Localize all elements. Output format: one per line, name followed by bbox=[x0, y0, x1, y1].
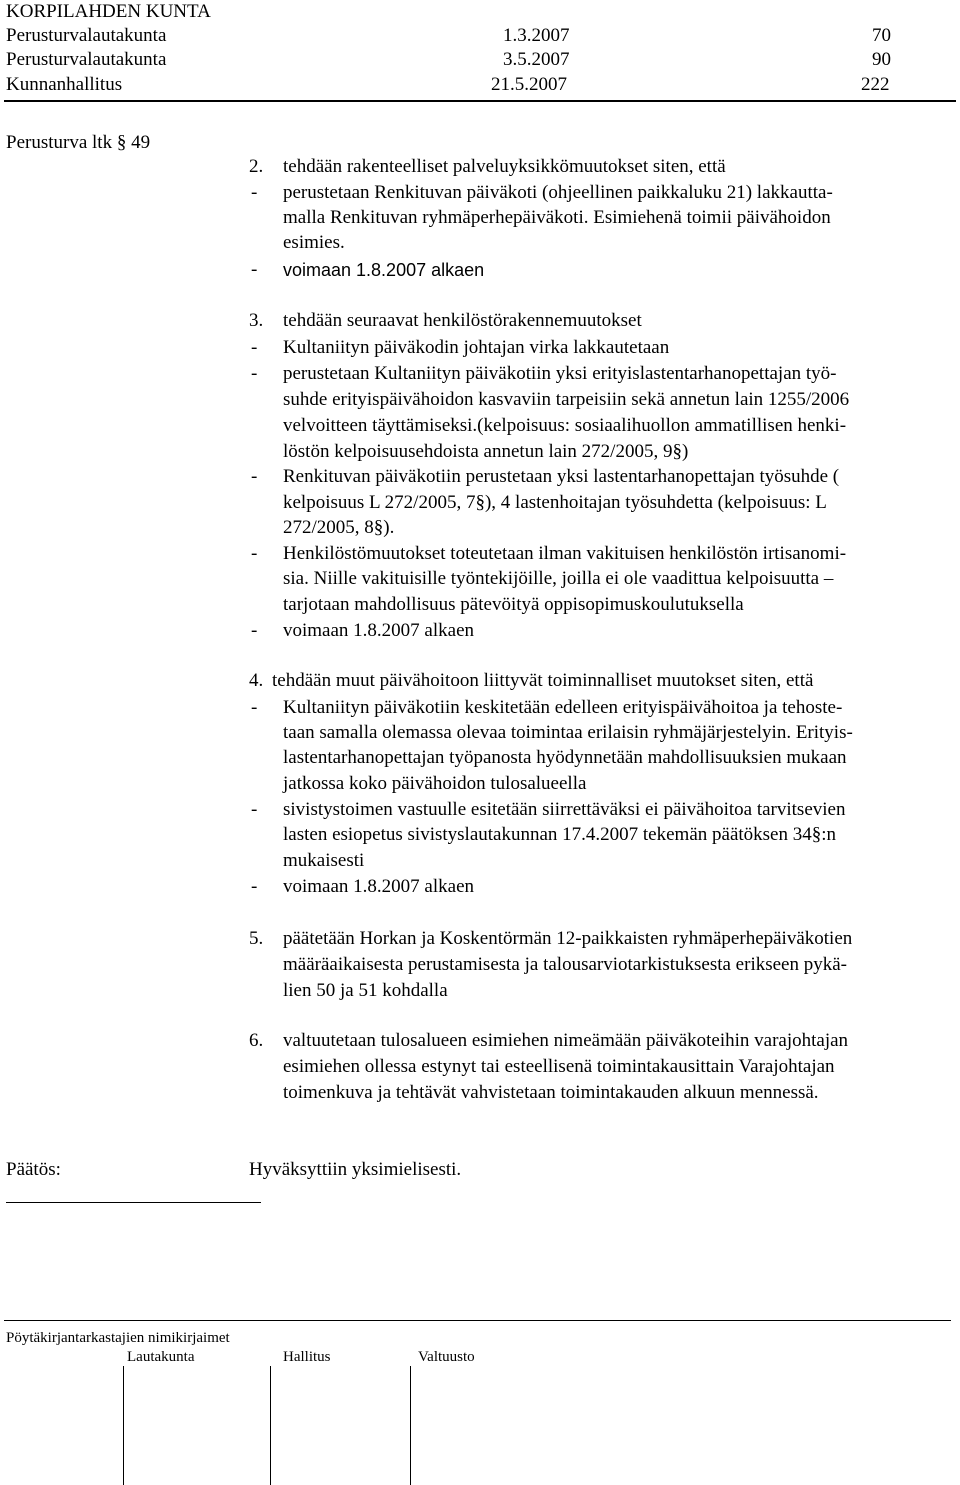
header-row-2-num: 90 bbox=[872, 49, 891, 70]
item-3-line-2: Kultaniityn päiväkodin johtajan virka lakkautetaan bbox=[283, 337, 670, 358]
item-2-line-2: perustetaan Renkituvan päiväkoti (ohjeellinen paikkaluku 21) lakkautta- bbox=[283, 182, 833, 203]
item-4-line-3: taan samalla olemassa olevaa toimintaa erilaisin ryhmäjärjestelyin. Erityis- bbox=[283, 722, 853, 743]
header-row-3-body: Kunnanhallitus bbox=[6, 74, 123, 95]
item-3-line-1: tehdään seuraavat henkilöstörakennemuutokset bbox=[283, 310, 642, 331]
decision-label: Päätös: bbox=[6, 1159, 61, 1180]
item-6-line-3: toimenkuva ja tehtävät vahvistetaan toimintakauden alkuun mennessä. bbox=[283, 1082, 819, 1103]
item-3-line-3: perustetaan Kultaniityn päiväkotiin yksi erityislastentarhanopettajan työ- bbox=[283, 363, 837, 384]
org-name: KORPILAHDEN KUNTA bbox=[6, 1, 211, 22]
footer-col-hallitus: Hallitus bbox=[283, 1349, 331, 1365]
item-4-line-9: voimaan 1.8.2007 alkaen bbox=[283, 876, 475, 897]
footer-title: Pöytäkirjantarkastajien nimikirjaimet bbox=[6, 1330, 230, 1346]
item-5-line-2: määräaikaisesta perustamisesta ja talousarviotarkistuksesta erikseen pykä- bbox=[283, 954, 847, 975]
item-4-number: 4. bbox=[249, 670, 264, 691]
item-4-line-1: tehdään muut päivähoitoon liittyvät toiminnalliset muutokset siten, että bbox=[272, 670, 814, 691]
item-3-line-13: voimaan 1.8.2007 alkaen bbox=[283, 620, 475, 641]
bullet-dash: - bbox=[251, 363, 258, 384]
bullet-dash: - bbox=[251, 799, 258, 820]
item-2-line-4: esimies. bbox=[283, 232, 345, 253]
item-6-line-1: valtuutetaan tulosalueen esimiehen nimeämään päiväkoteihin varajohtajan bbox=[283, 1030, 849, 1051]
item-4-line-6: sivistystoimen vastuulle esitetään siirrettäväksi ei päivähoitoa tarvitsevien bbox=[283, 799, 846, 820]
item-4-line-8: mukaisesti bbox=[283, 850, 365, 871]
footer-col-lautakunta: Lautakunta bbox=[127, 1349, 195, 1365]
signature-box-divider bbox=[123, 1366, 124, 1485]
bullet-dash: - bbox=[251, 876, 258, 897]
item-3-line-5: velvoitteen täyttämiseksi.(kelpoisuus: sosiaalihuollon ammatillisen henki- bbox=[283, 415, 847, 436]
item-3-line-7: Renkituvan päiväkotiin perustetaan yksi lastentarhanopettajan työsuhde ( bbox=[283, 466, 840, 487]
header-divider bbox=[4, 100, 956, 102]
header-row-3-num: 222 bbox=[861, 74, 890, 95]
item-5-line-1: päätetään Horkan ja Koskentörmän 12-paikkaisten ryhmäperhepäiväkotien bbox=[283, 928, 853, 949]
item-2-line-3: malla Renkituvan ryhmäperhepäiväkoti. Esimiehenä toimii päivähoidon bbox=[283, 207, 831, 228]
item-2-line-1: tehdään rakenteelliset palveluyksikkömuutokset siten, että bbox=[283, 156, 726, 177]
bullet-dash: - bbox=[251, 697, 258, 718]
item-3-line-12: tarjotaan mahdollisuus pätevöityä oppisopimuskoulutuksella bbox=[283, 594, 744, 615]
header-row-2-body: Perusturvalautakunta bbox=[6, 49, 167, 70]
header-row-1-date: 1.3.2007 bbox=[503, 25, 570, 46]
section-reference: Perusturva ltk § 49 bbox=[6, 132, 151, 153]
decision-text: Hyväksyttiin yksimielisesti. bbox=[249, 1159, 462, 1180]
bullet-dash: - bbox=[251, 543, 258, 564]
item-3-line-8: kelpoisuus L 272/2005, 7§), 4 lastenhoitajan työsuhdetta (kelpoisuus: L bbox=[283, 492, 827, 513]
item-6-number: 6. bbox=[249, 1030, 264, 1051]
item-4-line-7: lasten esiopetus sivistyslautakunnan 17.4.2007 tekemän päätöksen 34§:n bbox=[283, 824, 837, 845]
header-row-3-date: 21.5.2007 bbox=[491, 74, 567, 95]
item-4-line-2: Kultaniityn päiväkotiin keskitetään edelleen erityispäivähoitoa ja tehoste- bbox=[283, 697, 843, 718]
footer-col-valtuusto: Valtuusto bbox=[418, 1349, 475, 1365]
signature-box-divider bbox=[410, 1366, 411, 1485]
item-2-line-5: voimaan 1.8.2007 alkaen bbox=[283, 260, 485, 280]
item-3-number: 3. bbox=[249, 310, 264, 331]
footer-divider bbox=[4, 1320, 951, 1321]
item-4-line-4: lastentarhanopettajan työpanosta hyödynnetään mahdollisuuksien mukaan bbox=[283, 747, 847, 768]
item-6-line-2: esimiehen ollessa estynyt tai esteellisenä toimintakausittain Varajohtajan bbox=[283, 1056, 835, 1077]
item-5-number: 5. bbox=[249, 928, 264, 949]
bullet-dash: - bbox=[251, 259, 258, 280]
header-row-2-date: 3.5.2007 bbox=[503, 49, 570, 70]
bullet-dash: - bbox=[251, 182, 258, 203]
item-3-line-6: löstön kelpoisuusehdoista annetun lain 272/2005, 9§) bbox=[283, 441, 689, 462]
bullet-dash: - bbox=[251, 620, 258, 641]
item-3-line-4: suhde erityispäivähoidon kasvaviin tarpeisiin sekä annetun lain 1255/2006 bbox=[283, 389, 850, 410]
bullet-dash: - bbox=[251, 337, 258, 358]
item-2-number: 2. bbox=[249, 156, 264, 177]
header-row-1-num: 70 bbox=[872, 25, 891, 46]
item-3-line-11: sia. Niille vakituisille työntekijöille, joilla ei ole vaadittua kelpoisuutta – bbox=[283, 568, 834, 589]
bullet-dash: - bbox=[251, 466, 258, 487]
item-3-line-9: 272/2005, 8§). bbox=[283, 517, 395, 538]
item-5-line-3: lien 50 ja 51 kohdalla bbox=[283, 980, 448, 1001]
signature-box-divider bbox=[270, 1366, 271, 1485]
item-4-line-5: jatkossa koko päivähoidon tulosalueella bbox=[283, 773, 587, 794]
header-row-1-body: Perusturvalautakunta bbox=[6, 25, 167, 46]
decision-underline bbox=[6, 1202, 261, 1203]
item-3-line-10: Henkilöstömuutokset toteutetaan ilman vakituisen henkilöstön irtisanomi- bbox=[283, 543, 847, 564]
